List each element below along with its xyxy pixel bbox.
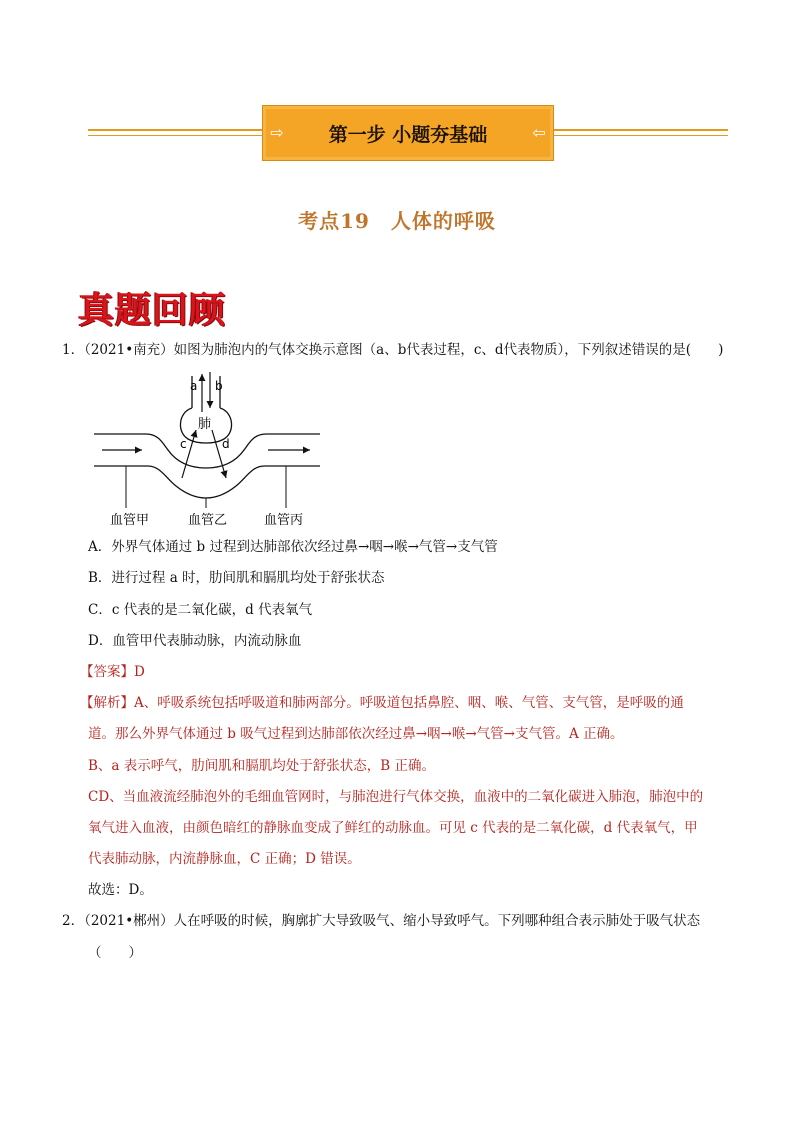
analysis-line-5: 氧气进入血液，由颜色暗红的静脉血变成了鲜红的动脉血。可见 c 代表的是二氧化碳，d 代表氧气，甲 xyxy=(88,820,698,836)
left-arrow-icon: ⇦ xyxy=(532,123,546,142)
analysis-line-6: 代表肺动脉，内流静脉血，C 正确；D 错误。 xyxy=(88,851,361,867)
question-1-stem: 1．（2021•南充）如图为肺泡内的气体交换示意图（a、b代表过程，c、d代表物质），下列叙述错误的是( ) xyxy=(62,342,724,358)
alveolus-gas-exchange-diagram xyxy=(88,368,328,533)
right-arrow-icon: ⇨ xyxy=(270,123,284,142)
label-b: b xyxy=(215,379,223,393)
option-d: D．血管甲代表肺动脉，内流动脉血 xyxy=(88,633,302,649)
analysis-line-3: B、a 表示呼气，肋间肌和膈肌均处于舒张状态，B 正确。 xyxy=(88,758,435,774)
analysis-line-1: 【解析】A、呼吸系统包括呼吸道和肺两部分。呼吸道包括鼻腔、咽、喉、气管、支气管，是呼吸的通 xyxy=(80,695,684,711)
banner-title: 第一步 小题夯基础 xyxy=(328,124,488,146)
banner-rule-right-top xyxy=(554,129,728,131)
question-2-bracket: （ ） xyxy=(88,945,142,961)
label-d: d xyxy=(222,437,230,451)
vessel-upper-wall xyxy=(94,434,320,468)
topic-title: 考点19 人体的呼吸 xyxy=(298,209,496,233)
label-vessel-a: 血管甲 xyxy=(110,513,150,528)
banner-rule-left-top xyxy=(88,129,262,131)
label-alveolus: 肺 xyxy=(198,417,212,432)
question-2-stem: 2．（2021•郴州）人在呼吸的时候，胸廓扩大导致吸气、缩小导致呼气。下列哪种组合表示肺处于吸气状态 xyxy=(62,913,701,929)
analysis-line-2: 道。那么外界气体通过 b 吸气过程到达肺部依次经过鼻→咽→喉→气管→支气管。A 正确。 xyxy=(88,726,624,742)
section-heading: 真题回顾 xyxy=(78,290,227,331)
label-vessel-b: 血管乙 xyxy=(188,513,228,528)
label-a: a xyxy=(190,379,198,393)
label-vessel-c: 血管丙 xyxy=(264,513,304,528)
option-c: C．c 代表的是二氧化碳，d 代表氧气 xyxy=(88,602,313,618)
banner-rule-left-bottom xyxy=(88,135,262,136)
analysis-line-4: CD、当血液流经肺泡外的毛细血管网时，与肺泡进行气体交换，血液中的二氧化碳进入肺泡，肺泡中的 xyxy=(88,789,704,805)
step-banner xyxy=(262,105,554,161)
answer: 【答案】D xyxy=(80,664,145,680)
option-a: A．外界气体通过 b 过程到达肺部依次经过鼻→咽→喉→气管→支气管 xyxy=(88,539,498,555)
option-b: B．进行过程 a 时，肋间肌和膈肌均处于舒张状态 xyxy=(88,570,385,586)
label-c: c xyxy=(180,437,187,451)
conclusion: 故选：D。 xyxy=(88,882,153,898)
banner-rule-right-bottom xyxy=(554,135,728,136)
